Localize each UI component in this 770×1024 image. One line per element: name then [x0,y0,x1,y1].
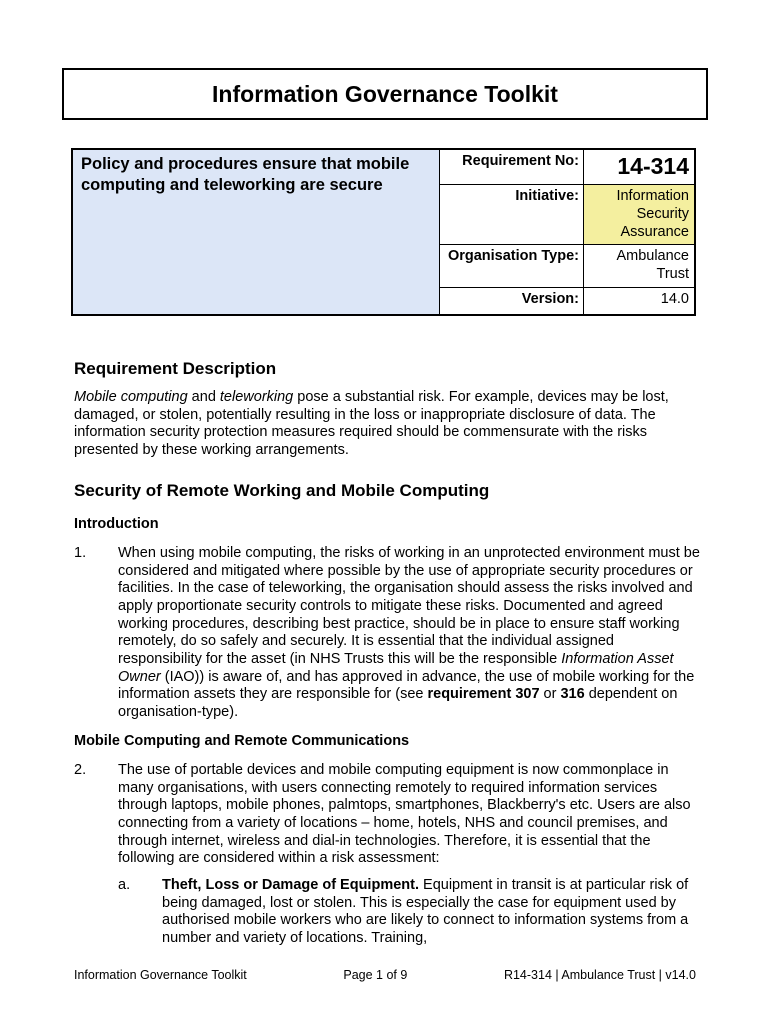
paragraph-text: dependent on organisation-type). [118,686,678,721]
paragraph-body: The use of portable devices and mobile computing equipment is now commonplace in many organisations, with users connecting remotely to required information services through laptops, mobile phones, palmtops, smartphones, Blackberry's etc. Users are also connecting from a variety of locations – home, hotels, NHS and council premises, and through internet, wireless and dial-in technologies. Therefore, it is essential that the following are considered within a risk assessment: [118,761,691,867]
document-content [74,358,700,948]
version-row [440,288,694,314]
subparagraph-title: Theft, Loss or Damage of Equipment. [162,877,419,894]
paragraph-2 [74,762,700,868]
requirement-statement: Policy and procedures ensure that mobile computing and teleworking are secure [73,150,440,314]
title-box [62,68,708,120]
footer-left: Information Governance Toolkit [74,968,247,982]
requirement-table [71,148,696,316]
term-iao: Information Asset Owner [118,651,674,685]
initiative-row [440,185,694,245]
subparagraph-text: Equipment in transit is at particular risk of being damaged, lost or stolen. This is especially the case for equipment used by authorised mobile workers who are likely to connect to information systems from a number and variety of locations. Training, [162,877,689,947]
page-title: Information Governance Toolkit [212,80,558,107]
initiative-value: Information Security Assurance [584,185,694,244]
paragraph-text: or [539,686,561,703]
organisation-type-value: Ambulance Trust [616,248,689,283]
version-value: 14.0 [660,291,689,308]
requirement-number-row [440,150,694,185]
subparagraph-body [162,877,700,948]
paragraph-2a [118,877,700,948]
paragraph-number: 1. [74,544,87,561]
paragraph-number: 2. [74,761,87,778]
organisation-type-row [440,245,694,288]
requirement-description-heading: Requirement Description [74,359,277,378]
requirement-details [440,150,694,314]
requirement-number: 14-314 [617,153,689,179]
paragraph-text: When using mobile computing, the risks of working in an unprotected environment must be considered and mitigated where possible by the use of appropriate security procedures or facilities. In the case of teleworking, the organisation should assess the risks involved and apply proportionate security controls to mitigate these risks. Documented and agreed working procedures, describing best practice, should be in place to ensure staff working remotely, do so safely and securely. It is essential that the individual assigned responsibility for the asset (in NHS Trusts this will be the responsible [118,544,700,668]
requirement-reference: 316 [560,686,585,703]
mobile-computing-heading: Mobile Computing and Remote Communications [74,732,410,749]
version-label: Version: [440,288,584,314]
paragraph-1 [74,545,700,722]
requirement-reference: requirement 307 [427,686,540,703]
requirement-description-text [74,389,700,460]
requirement-number-label: Requirement No: [440,150,584,184]
footer-page-number: Page 1 of 9 [343,968,408,982]
paragraph-body [118,545,700,722]
term-teleworking: teleworking [219,389,294,405]
organisation-type-label: Organisation Type: [440,245,584,287]
paragraph-text: (IAO)) is aware of, and has approved in advance, the use of mobile working for the information assets they are responsible for (see [118,668,695,703]
introduction-heading: Introduction [74,515,159,532]
footer-right: R14-314 | Ambulance Trust | v14.0 [503,968,696,982]
page-footer [74,968,696,982]
term-mobile-computing: Mobile computing [74,389,188,405]
subparagraph-letter: a. [118,877,131,894]
section-heading: Security of Remote Working and Mobile Computing [74,480,490,500]
initiative-label: Initiative: [440,185,584,244]
description-body: pose a substantial risk. For example, devices may be lost, damaged, or stolen, potentially resulting in the loss or inappropriate disclosure of data. The information security protection measures required should be commensurate with the risks presented by these working arrangements. [74,389,669,459]
conjunction: and [187,389,220,405]
